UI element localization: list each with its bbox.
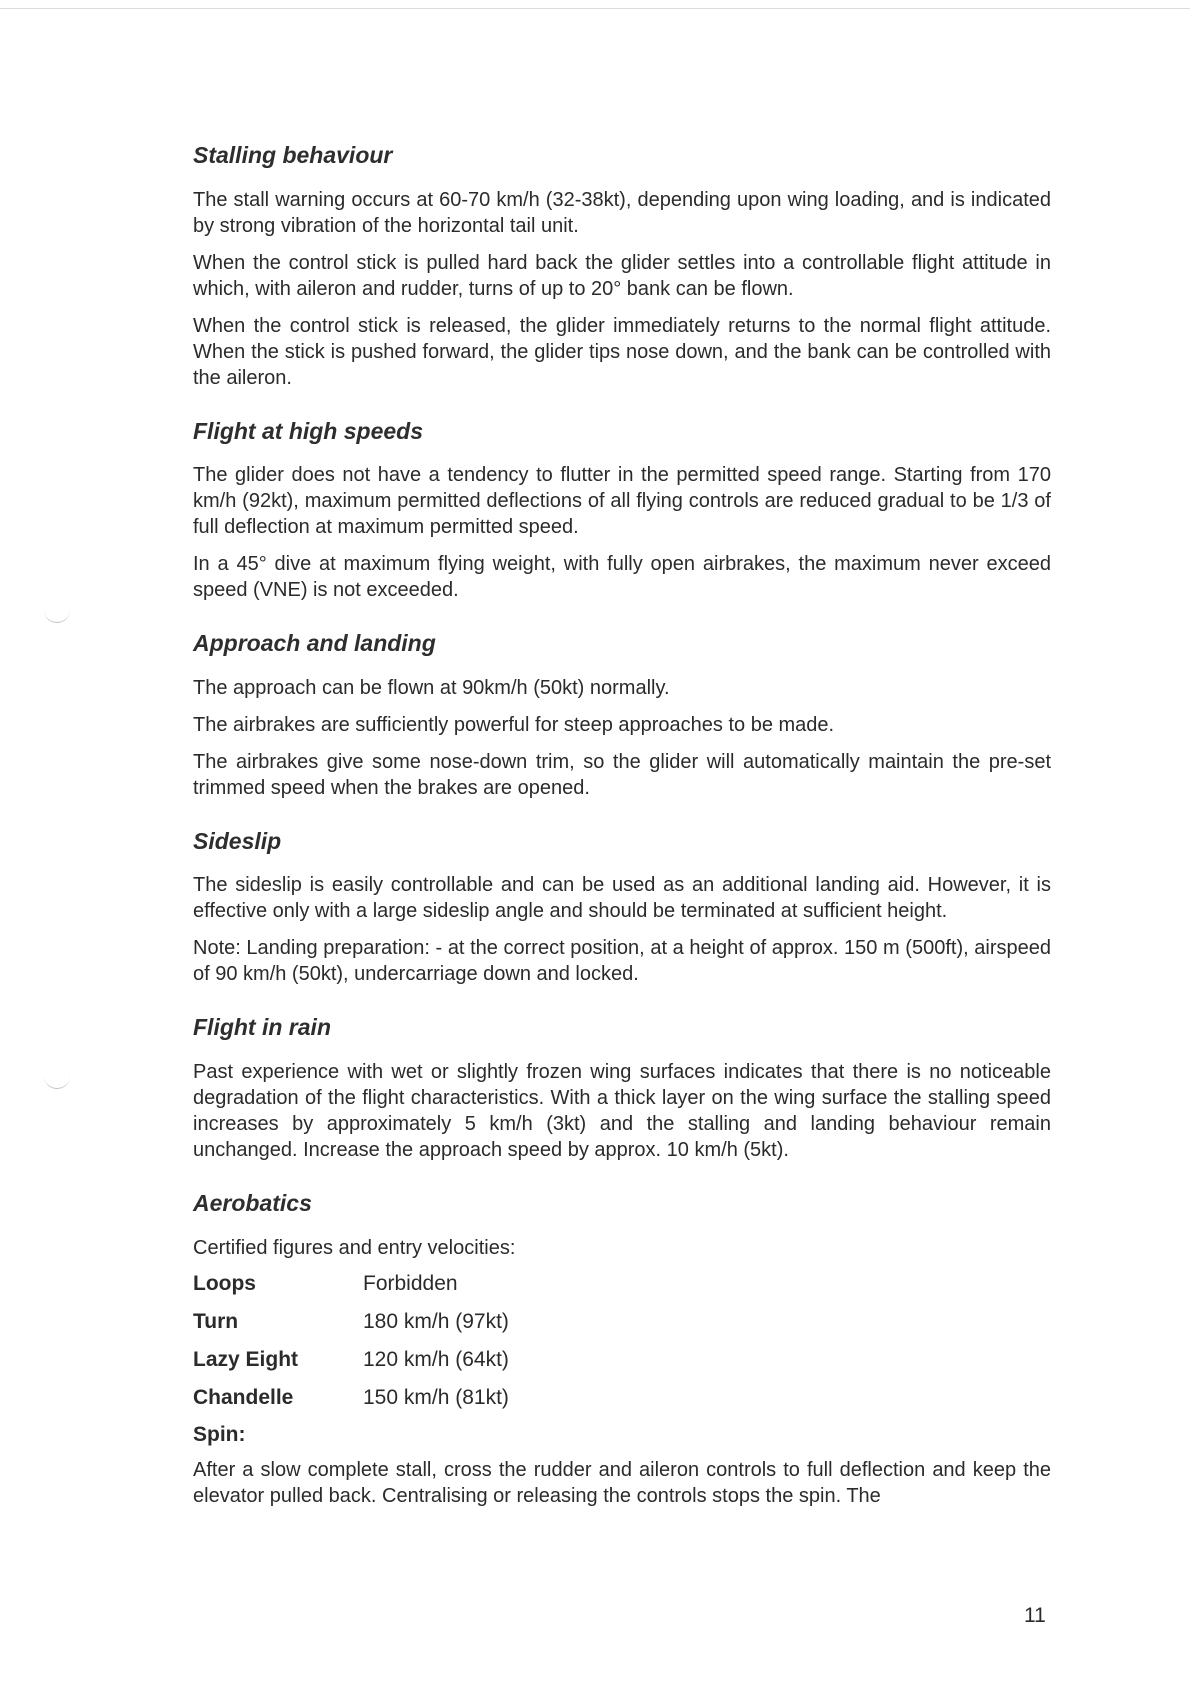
figure-name: Lazy Eight xyxy=(193,1347,299,1371)
section-flight-in-rain xyxy=(193,1014,1051,1163)
section-flight-at-high-speeds xyxy=(193,418,1051,604)
section-approach-and-landing xyxy=(193,630,1051,801)
figure-value: Forbidden xyxy=(363,1271,458,1295)
paragraph: The glider does not have a tendency to flutter in the permitted speed range. Starting from 170 km/h (92kt), maximum permitted deflections of all flying controls are reduced gradual to be 1/3 of full deflection at maximum permitted speed. xyxy=(193,464,1051,539)
paragraph: The airbrakes give some nose-down trim, so the glider will automatically maintain the pre-set trimmed speed when the brakes are opened. xyxy=(193,750,1051,799)
paragraph: Past experience with wet or slightly frozen wing surfaces indicates that there is no noticeable degradation of the flight characteristics. With a thick layer on the wing surface the stalling speed increases by approximately 5 km/h (3kt) and the stalling and landing behaviour remain unchanged. Increase the approach speed by approx. 10 km/h (5kt). xyxy=(193,1060,1051,1161)
aerobatics-intro: Certified figures and entry velocities: xyxy=(193,1236,516,1259)
table-row xyxy=(193,1341,509,1379)
section-heading: Stalling behaviour xyxy=(193,142,393,168)
section-heading: Flight in rain xyxy=(193,1014,331,1041)
paragraph: The approach can be flown at 90km/h (50kt) normally. xyxy=(193,676,670,699)
paragraph: In a 45° dive at maximum flying weight, with fully open airbrakes, the maximum never exceed speed (VNE) is not exceeded. xyxy=(193,553,1051,602)
top-scan-edge xyxy=(0,8,1190,9)
paragraph: When the control stick is pulled hard back the glider settles into a controllable flight attitude in which, with aileron and rudder, turns of up to 20° bank can be flown. xyxy=(193,251,1051,300)
section-heading: Aerobatics xyxy=(193,1189,312,1216)
figure-value: 120 km/h (64kt) xyxy=(363,1347,509,1371)
spin-label: Spin: xyxy=(193,1422,246,1446)
section-heading: Approach and landing xyxy=(193,630,436,657)
section-aerobatics xyxy=(193,1190,1051,1509)
punch-hole-mark xyxy=(44,604,70,623)
figure-value: 180 km/h (97kt) xyxy=(363,1309,509,1333)
paragraph: When the control stick is released, the glider immediately returns to the normal flight attitude. When the stick is pushed forward, the glider tips nose down, and the bank can be controlled with the aileron. xyxy=(193,314,1051,389)
spin-paragraph: After a slow complete stall, cross the rudder and aileron controls to full deflection and keep the elevator pulled back. Centralising or releasing the controls stops the spin. The xyxy=(193,1458,1051,1507)
table-row xyxy=(193,1379,509,1417)
paragraph: The sideslip is easily controllable and can be used as an additional landing aid. However, it is effective only with a large sideslip angle and should be terminated at sufficient height. xyxy=(193,874,1051,923)
page-number: 11 xyxy=(1024,1604,1046,1627)
figure-name: Loops xyxy=(193,1271,256,1295)
paragraph: The stall warning occurs at 60-70 km/h (32-38kt), depending upon wing loading, and is indicated by strong vibration of the horizontal tail unit. xyxy=(193,188,1051,237)
section-heading: Sideslip xyxy=(193,827,282,854)
table-row xyxy=(193,1303,509,1341)
figure-name: Turn xyxy=(193,1309,239,1333)
paragraph: Note: Landing preparation: - at the correct position, at a height of approx. 150 m (500ft), airspeed of 90 km/h (50kt), undercarriage down and locked. xyxy=(193,937,1051,986)
aerobatic-figures-table xyxy=(193,1265,509,1417)
document-page xyxy=(193,142,1051,1520)
figure-value: 150 km/h (81kt) xyxy=(363,1385,509,1409)
table-row xyxy=(193,1265,509,1303)
punch-hole-mark xyxy=(44,1070,70,1089)
section-heading: Flight at high speeds xyxy=(193,417,424,444)
figure-name: Chandelle xyxy=(193,1385,294,1409)
paragraph: The airbrakes are sufficiently powerful for steep approaches to be made. xyxy=(193,713,835,736)
section-stalling-behaviour xyxy=(193,142,1051,391)
section-sideslip xyxy=(193,828,1051,988)
